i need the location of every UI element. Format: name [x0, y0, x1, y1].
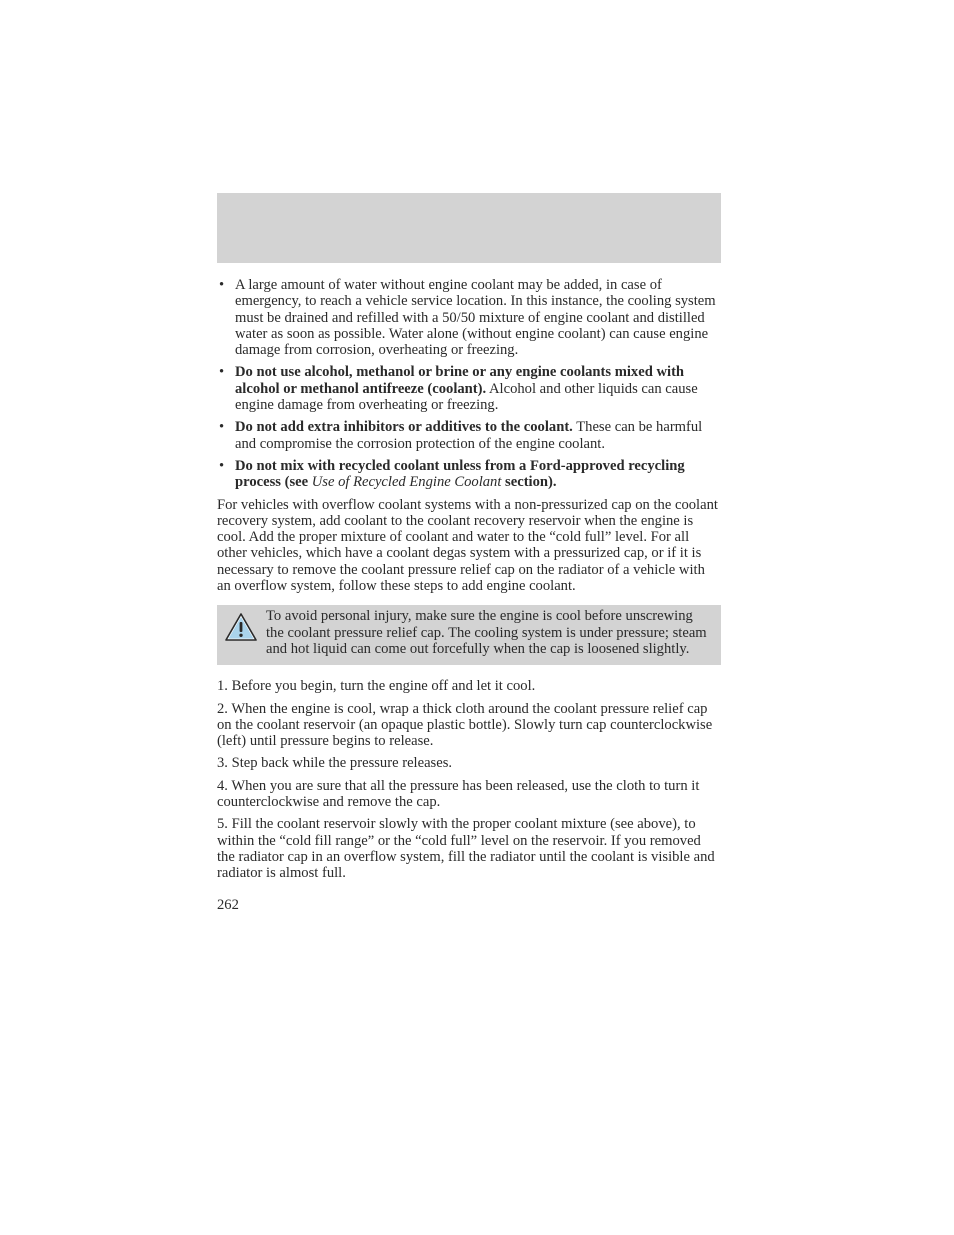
- section-reference-link: Use of Recycled Engine Coolant: [311, 474, 502, 491]
- bullet-text: A large amount of water without engine coolant may be added, in case of emergency, to reach a vehicle service location. In this instance, the cooling system must be drained and refilled with a 50/50 mixture of engine coolant and distilled water as soon as possible. Water alone (without engine coolant) can cause engine damage from corrosion, overheating or freezing.: [235, 277, 716, 359]
- step-item: 4. When you are sure that all the pressure has been released, use the cloth to turn it counterclockwise and remove the cap.: [217, 777, 700, 811]
- bullet-bold-text-end: section).: [501, 474, 557, 491]
- bullet-item: [217, 419, 721, 452]
- bullet-item: [217, 458, 721, 491]
- bullet-bold-text: Do not add extra inhibitors or additives to the coolant.: [235, 419, 573, 436]
- bullet-item: [217, 277, 721, 358]
- steps-list: [217, 678, 721, 881]
- bullet-dot: •: [219, 277, 225, 293]
- bullet-dot: •: [219, 457, 225, 474]
- warning-text: To avoid personal injury, make sure the engine is cool before unscrewing the coolant pressure relief cap. The cooling system is under pressure; steam and hot liquid can come out forcefully when the cap is loosened slightly.: [266, 608, 707, 657]
- warning-triangle-icon: [224, 612, 258, 642]
- intro-paragraph: For vehicles with overflow coolant systems with a non-pressurized cap on the coolant recovery system, add coolant to the coolant recovery reservoir when the engine is cool. Add the proper mixture of coolant and water to the “cold full” level. For all other vehicles, which have a coolant degas system with a pressurized cap, or if it is necessary to remove the coolant pressure relief cap on the radiator of a vehicle with an overflow system, follow these steps to add engine coolant.: [217, 496, 718, 595]
- warning-box: [217, 605, 721, 665]
- bullet-bold-text: Do not use alcohol, methanol or brine or any engine coolants mixed with alcohol or methanol antifreeze (coolant).: [235, 364, 685, 397]
- page-number: 262: [217, 896, 239, 913]
- bullet-text: These can be harmful and compromise the corrosion protection of the engine coolant.: [235, 419, 703, 452]
- bullet-text: Alcohol and other liquids can cause engine damage from overheating or freezing.: [235, 380, 698, 414]
- step-item: 5. Fill the coolant reservoir slowly with the proper coolant mixture (see above), to within the “cold fill range” or the “cold full” level on the reservoir. If you removed the radiator cap in an overflow system, fill the radiator until the coolant is visible and radiator is almost full.: [217, 816, 715, 882]
- bullet-dot: •: [219, 364, 225, 381]
- bullet-item: [217, 364, 721, 413]
- step-item: 1. Before you begin, turn the engine off and let it cool.: [217, 678, 536, 695]
- page-content: [217, 277, 721, 913]
- bullet-list: [217, 277, 721, 491]
- section-header-band: [217, 193, 721, 263]
- bullet-bold-text: Do not mix with recycled coolant unless from a Ford-approved recycling process (see: [235, 457, 685, 491]
- step-item: 2. When the engine is cool, wrap a thick cloth around the coolant pressure relief cap on the coolant reservoir (an opaque plastic bottle). Slowly turn cap counterclockwise (left) until pressure begins to release.: [217, 700, 713, 750]
- step-item: 3. Step back while the pressure releases.: [217, 755, 453, 772]
- bullet-dot: •: [219, 419, 225, 436]
